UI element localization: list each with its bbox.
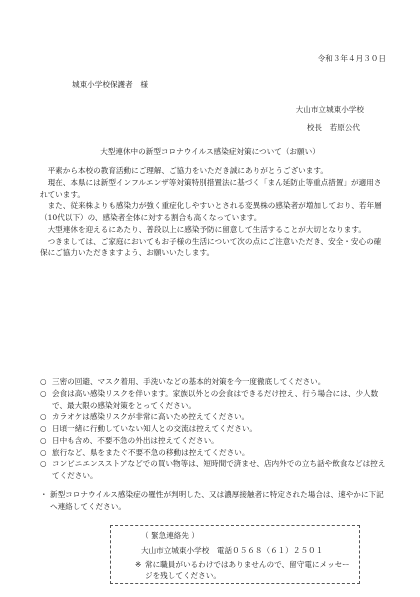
body-text	[40, 165, 388, 259]
contact-note: ※ 常に職員がいるわけではありませんので、留守電にメッセージを残してください。	[135, 560, 350, 580]
addressee: 城東小学校保護者 様	[72, 80, 148, 89]
checklist-item: ○ コンビニエンスストアなどでの買い物等は、短時間で済ませ、店内外での立ち話や飲食などは控えてください。	[40, 459, 386, 481]
circle-bullet-icon: ○	[40, 388, 47, 398]
body-paragraph: 平素から本校の教育活動にご理解、ご協力をいただき誠にありがとうございます。	[47, 166, 328, 175]
contact-phone: 大山市立城東小学校 電話０５６８（６１）２５０１	[141, 546, 324, 555]
checklist-item: ○ 旅行など、県をまたぐ不要不急の移動は控えてください。	[40, 447, 250, 457]
document-date: 令和３年４月３０日	[317, 54, 386, 63]
body-paragraph: つきましては、ご家庭においてもお子様の生活について次の点にご注意いただき、安全・安心の確保にご協力いただきますよう、お願いいたします。	[40, 236, 382, 258]
body-paragraph: 大型連休を迎えるにあたり、普段以上に感染予防に留意して生活することが大切となります。	[47, 224, 366, 234]
circle-bullet-icon: ○	[40, 459, 47, 469]
circle-bullet-icon: ○	[40, 412, 47, 422]
circle-bullet-icon: ○	[40, 377, 47, 386]
checklist	[40, 376, 388, 482]
school-name: 大山市立城東小学校	[295, 105, 364, 114]
notice	[40, 489, 388, 513]
circle-bullet-icon: ○	[40, 424, 47, 434]
checklist-item: ○ 三密の回避、マスク着用、手洗いなどの基本的対策を今一度徹底してください。	[40, 377, 326, 386]
checklist-item: ○ 日頃一緒に行動していない知人との交流は控えてください。	[40, 424, 258, 434]
principal-name: 校長 若原公代	[306, 123, 360, 132]
body-paragraph: また、従来株よりも感染力が強く重症化しやすいとされる変異株の感染者が増加しており、若年層（10代以下）の、感染者全体に対する割合も高くなっています。	[40, 201, 382, 223]
notice-text: 新型コロナウイルス感染症の罹性が判明した、又は濃厚接触者に特定された場合は、速やかに下記へ連絡してください。	[50, 490, 384, 511]
checklist-item: ○ カラオケは感染リスクが非常に高いため控えてください。	[40, 412, 250, 422]
checklist-item: ○ 日中も含め、不要不急の外出は控えてください。	[40, 435, 219, 445]
contact-heading: （ 緊急連絡先 ）	[141, 531, 199, 540]
reference-mark-icon: ※	[135, 560, 142, 569]
circle-bullet-icon: ○	[40, 447, 47, 457]
document-title: 大型連休中の新型コロナウイルス感染症対策について（お願い）	[100, 147, 320, 156]
circle-bullet-icon: ○	[40, 435, 47, 445]
body-paragraph: 現在、本県には新型インフルエンザ等対策特別措置法に基づく「まん延防止等重点措置」が適用されています。	[40, 177, 382, 199]
emergency-contact-box	[110, 525, 360, 584]
checklist-item: ○ 会食は高い感染リスクを伴います。家族以外との会食はできるだけ控え、行う場合には、少人数で、最大限の感染対策をとってください。	[40, 388, 379, 410]
dot-bullet-icon: ・	[40, 490, 48, 499]
